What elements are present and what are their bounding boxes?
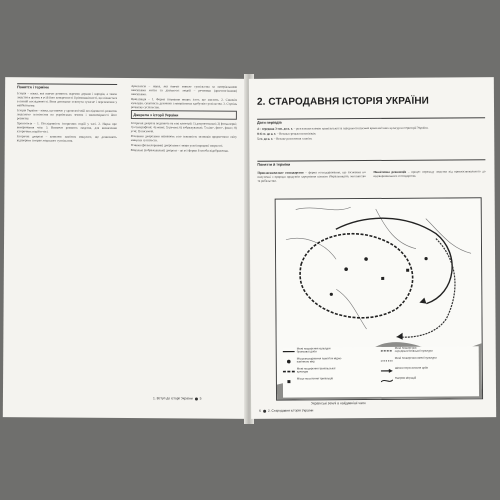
left-column-1 [17, 83, 117, 144]
legend-label: Межі поширення ямної культури [394, 355, 437, 360]
legend-dotted-icon [381, 358, 393, 364]
right-footer-title: 2. Стародавня історія України [267, 408, 314, 413]
sources-paragraph: Речовими джерелами називають усю сукупність залишків предметного світу минулих суспільств. [130, 134, 237, 143]
right-terms-heading: Поняття й терміни [257, 159, 485, 167]
paragraph-history: Історія – наука, яка вивчає розвиток окремих держав і народів, а також людства в цілому в усій його конкретності й різноманітності, що пізнається в певній послідовності. Вона допомагає осягнути сучасне і перспективи у майбутньому. [16, 91, 118, 108]
left-footer [153, 396, 202, 400]
sources-paragraph: Візуальні (зображувальні) джерела – це усі форми й засоби відображення. [130, 148, 229, 153]
legend-dot-icon [283, 359, 295, 365]
legend-label: Напрям міграцій [394, 375, 417, 380]
legend-square-icon [283, 379, 295, 385]
paragraph-archaeology: Археологія – наука, яка вивчає минуле суспільства за матеріальними пам'ятками життя та діяльності людей – речовими (археологічними) пам'ятками. [131, 84, 238, 97]
historical-map [275, 197, 483, 400]
left-page [3, 77, 248, 419]
settlement-marker [424, 257, 427, 260]
legend-item [381, 356, 483, 365]
legend-item [381, 366, 483, 375]
date-text: – розселення племен трипільської та середньостогівської археологічних культур на території України. [293, 125, 429, 131]
legend-label: Місцезнаходження пам'яток мідно-кам'яного віку [296, 356, 342, 364]
bullet-icon [263, 409, 266, 412]
legend-thick-dash-icon [283, 369, 295, 375]
legend-label: Межі поширення культури бронзової доби [296, 346, 331, 354]
site-marker [381, 277, 384, 280]
site-marker [406, 269, 409, 272]
map-legend [283, 346, 479, 397]
legend-item [381, 346, 483, 355]
chapter-title: 2. СТАРОДАВНЯ ІСТОРІЯ УКРАЇНИ [256, 95, 429, 108]
legend-migration-icon [381, 378, 393, 384]
paragraph-history-ukraine: Історія України – наука, що вивчає у хронологічній послідовності розвиток людського суспільства на українських землях і закономірності його розвитку. [16, 108, 117, 121]
terms-heading: Поняття і терміни [17, 83, 117, 90]
legend-dash-icon [381, 348, 393, 354]
legend-item [381, 376, 483, 385]
terms-section [257, 159, 485, 169]
paragraph-chronology: Хронологія – 1. Послідовність історичних подій у часі. 2. Наука про вимірювання часу. 3. Визначає розвиток людства, для визначення історичних подій в часі. [16, 121, 117, 134]
legend-line-icon [283, 349, 295, 355]
sources-paragraph: Усними (фольклорними) джерелами є твори усної народної творчості. [130, 143, 224, 148]
term-name: Неолітична революція [373, 169, 407, 174]
date-value: 5 ст. до н. е. [257, 136, 274, 141]
left-footer-title: 1. Вступ до історії України [152, 396, 193, 401]
map-caption: Українські землі в найдавніші часи [311, 401, 366, 406]
date-text: – Велика грецька колонізація. [276, 131, 317, 136]
date-value: 8–6 ст. до н. е. [257, 131, 277, 136]
right-page-number: 6 [259, 408, 261, 413]
legend-label: Межі поширення трипільської культури [296, 366, 336, 374]
legend-label: Місце поселення трипільців [296, 376, 334, 381]
legend-label: Межі поширення середньостогівської культури [394, 345, 433, 353]
term-item [373, 169, 485, 178]
date-value: 4 – середина 3 тис. до н. е. [257, 126, 294, 131]
term-item [257, 170, 365, 183]
right-footer [259, 408, 313, 412]
sources-heading: Джерела з історії України [131, 110, 237, 120]
settlement-marker [330, 293, 333, 296]
dates-heading: Дати періодів [257, 117, 485, 125]
left-page-number: 5 [199, 396, 202, 401]
settlement-marker [364, 257, 368, 261]
legend-arrow-icon [381, 368, 393, 374]
left-column-2 [131, 84, 237, 154]
term-text: – процес переходу людства від привласнювального до відтворювального господарства. [373, 169, 486, 178]
dates-section [257, 117, 485, 142]
term-name: Привласнювальне господарство [257, 170, 304, 175]
sources-paragraph: Історичні джерела поділяють на такі категорії: 1) документальні; 2) фольклорні; 3) етнографічні; 4) мовні; 5) речові; 6) зображувальні; 7) кіно-, фото-, фоно-; 8) усні; 9) письмові. [130, 121, 237, 134]
right-page [249, 77, 496, 419]
paragraph-civilization: Цивілізація – 1. Форма існування вищих істот, що мислять. 2. Синонім культури, сукупність духовних і матеріальних здобутків суспільства. 3. Ступінь розвитку суспільства. [130, 97, 238, 110]
term-text: – форма господарювання, що заснована на вилученні з природи продуктів харчування шляхом збиральництва, мисливства та рибальства. [257, 170, 366, 183]
date-text: – Велике розселення слов'ян. [273, 136, 313, 141]
bullet-icon [195, 397, 198, 400]
legend-label: Шляхи переселення аріїв [394, 365, 428, 370]
paragraph-sources: Історичні джерела – комплекс пам'яток минулого, що дозволяють відтворити історію людського суспільства. [16, 134, 117, 143]
date-item [257, 135, 485, 141]
settlement-marker [344, 267, 348, 271]
